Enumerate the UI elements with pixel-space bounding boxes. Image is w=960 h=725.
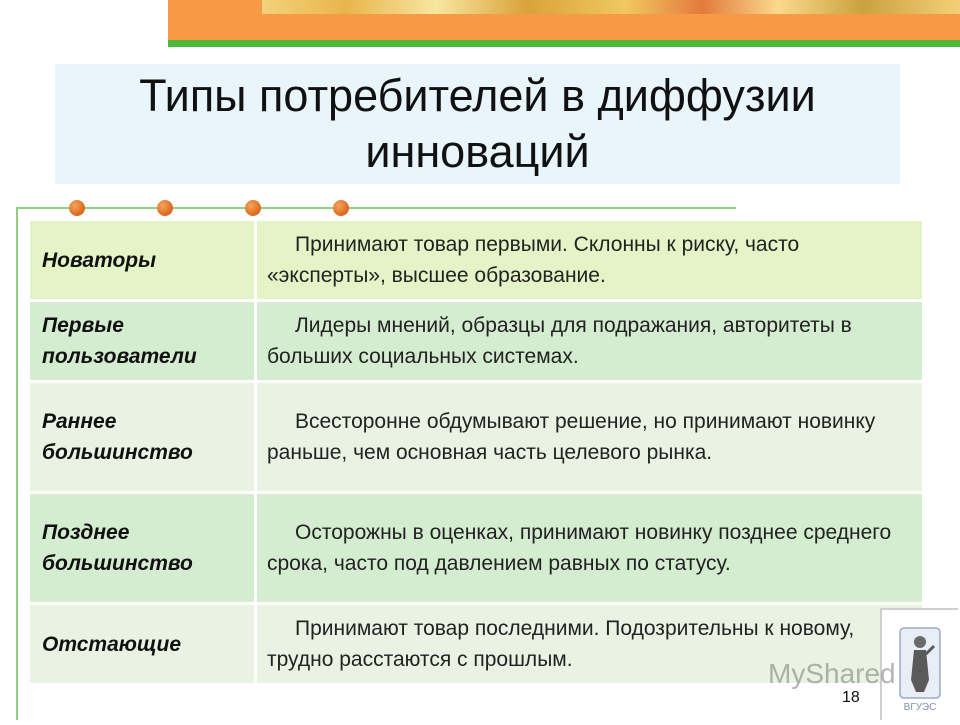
- watermark: MyShared: [768, 658, 896, 689]
- bullet-dot-icon: [245, 200, 261, 216]
- table-row: [30, 302, 922, 383]
- type-description: Всесторонне обдумывают решение, но принимают новинку раньше, чем основная часть целевого рынка.: [257, 383, 922, 494]
- svg-text:ВГУЭС: ВГУЭС: [903, 702, 937, 713]
- decorative-rule: [16, 207, 736, 209]
- type-name: Отстающие: [30, 605, 257, 686]
- type-name: Позднее большинство: [30, 494, 257, 605]
- header-photo-strip: [262, 0, 960, 14]
- title-box: [55, 64, 900, 184]
- type-name: Раннее большинство: [30, 383, 257, 494]
- type-description: Осторожны в оценках, принимают новинку позднее среднего срока, часто под давлением равных по статусу.: [257, 494, 922, 605]
- decorative-left-line: [16, 208, 18, 720]
- table-row: [30, 383, 922, 494]
- header-green-line: [168, 40, 960, 47]
- consumer-types-table: [30, 221, 922, 686]
- bullet-dot-icon: [333, 200, 349, 216]
- bullet-dot-icon: [157, 200, 173, 216]
- type-name: Первые пользователи: [30, 302, 257, 383]
- type-name: Новаторы: [30, 221, 257, 302]
- page-number: 18: [842, 689, 860, 706]
- page-title: Типы потребителей в диффузии инноваций: [139, 70, 816, 177]
- type-description: Принимают товар первыми. Склонны к риску, часто «эксперты», высшее образование.: [257, 221, 922, 302]
- type-description: Лидеры мнений, образцы для подражания, авторитеты в больших социальных системах.: [257, 302, 922, 383]
- table-row: [30, 494, 922, 605]
- bullet-dot-icon: [69, 200, 85, 216]
- type-description: Принимают товар последними. Подозрительны к новому, трудно расстаются с прошлым.: [257, 605, 922, 686]
- table-row: [30, 221, 922, 302]
